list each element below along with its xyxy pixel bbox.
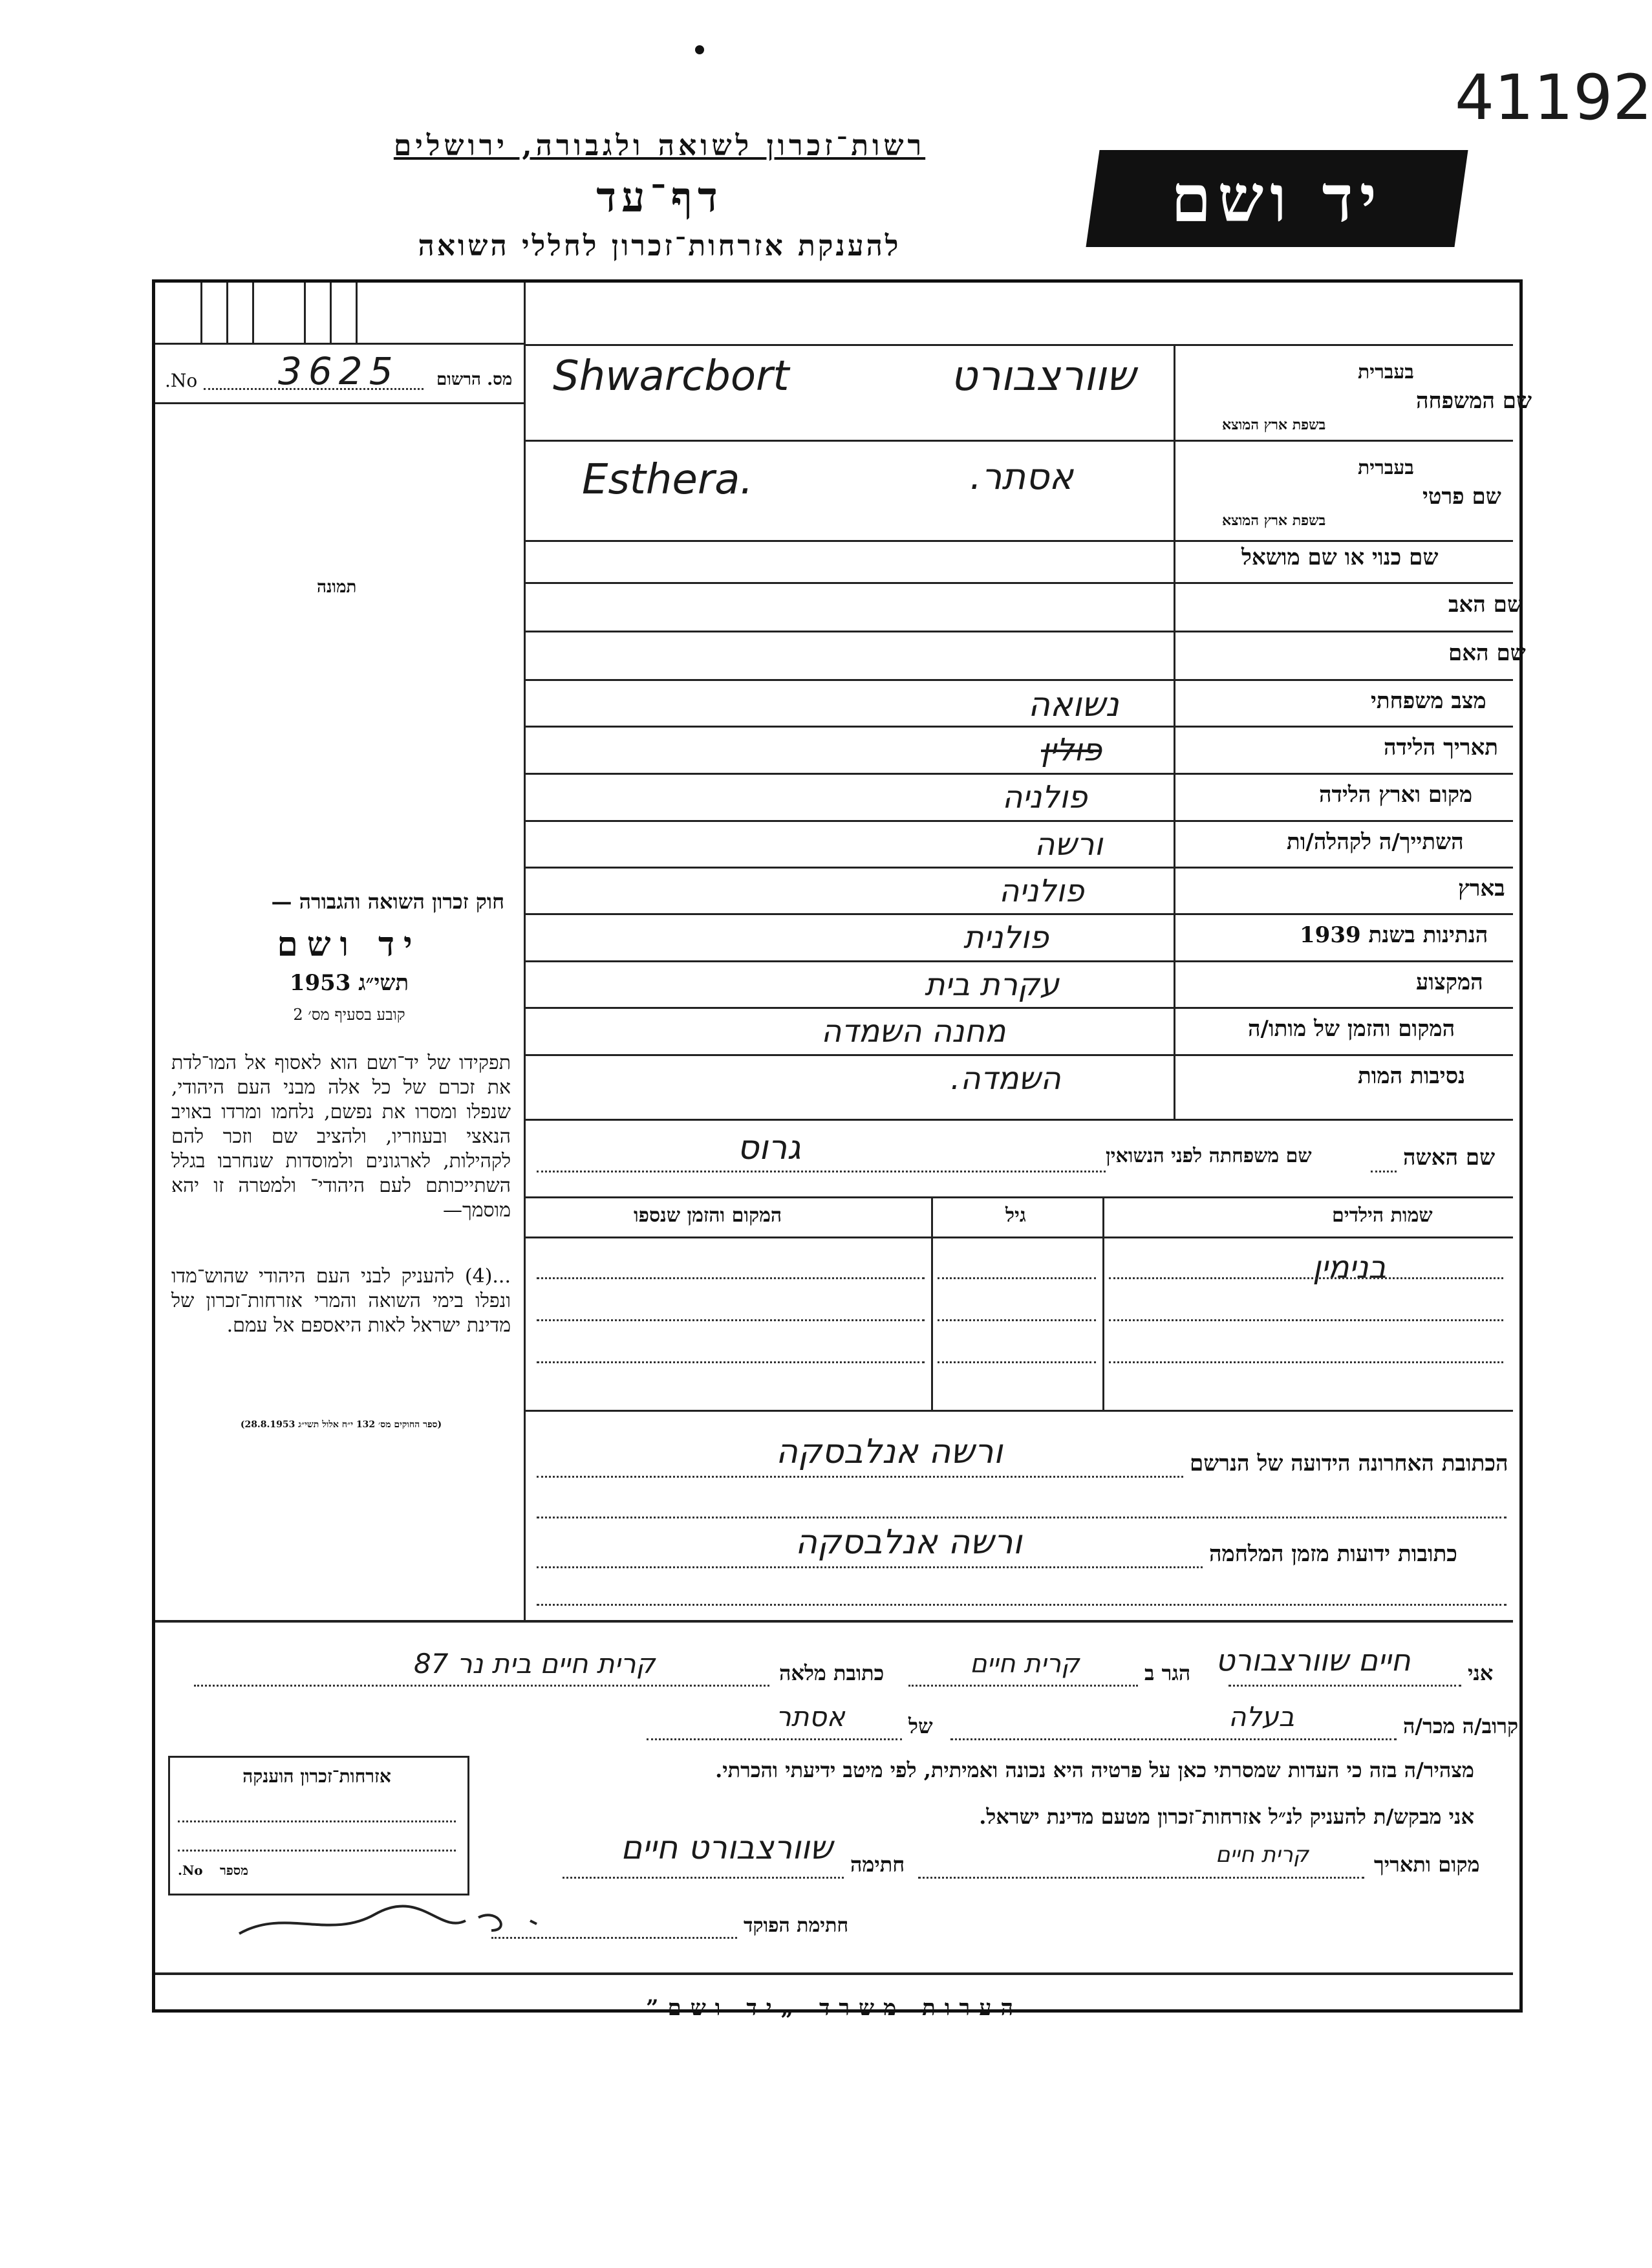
row-line	[524, 1054, 1513, 1056]
marital-status-label: מצב משפחתי	[1371, 688, 1486, 714]
row-line	[524, 1007, 1513, 1009]
strip-box	[304, 283, 306, 344]
family-name-label: שם המשפחה	[1416, 388, 1532, 414]
declarant-line	[1228, 1685, 1461, 1687]
children-row-line	[1109, 1319, 1503, 1321]
office-remarks-title: הערות משרד „יד ושם”	[645, 1995, 1023, 2021]
children-col-divider	[1102, 1196, 1104, 1410]
family-name-hebrew-label: בעברית	[1358, 361, 1414, 383]
row-line	[524, 726, 1513, 728]
row-line	[524, 344, 1513, 346]
row-line	[524, 820, 1513, 822]
child-name-1[interactable]: בנימין	[1313, 1249, 1387, 1286]
archive-number: 41192	[1455, 61, 1652, 134]
row-line	[524, 440, 1513, 442]
death-place-time-label: המקום והזמן של מותו/ה	[1248, 1016, 1455, 1042]
community-label: השתייך/ה לקהלה/ות	[1287, 829, 1464, 855]
children-place-header: המקום והזמן שנספו	[634, 1204, 782, 1227]
form-title: דף־עד	[596, 173, 723, 222]
row-line	[524, 540, 1513, 542]
address-line	[537, 1604, 1507, 1606]
resides-line	[908, 1685, 1138, 1687]
logo-text: יד ושם	[1171, 160, 1383, 237]
form-subtitle: להענקת אזרחות־זכרון לחללי השואה	[418, 230, 901, 263]
children-row-line	[938, 1277, 1096, 1279]
law-year: תשי״ג 1953	[289, 970, 409, 996]
citizenship-box-number-label: מספר	[220, 1863, 248, 1878]
wife-line	[537, 1171, 1106, 1172]
nickname-label: שם כנוי או שם מושאל	[1241, 545, 1439, 570]
death-circumstances-label: נסיבות המות	[1358, 1063, 1466, 1089]
children-row-line	[537, 1361, 925, 1363]
place-date-value[interactable]: קרית חיים	[1216, 1842, 1309, 1868]
request-text: אני מבקש/ת להעניק לנ״ל אזרחות־זכרון מטעם מדינת ישראל.	[979, 1804, 1474, 1829]
birth-date-label: תאריך הלידה	[1384, 735, 1499, 761]
row-line	[524, 960, 1513, 962]
marital-status-value[interactable]: נשואה	[1028, 686, 1119, 724]
children-names-header: שמות הילדים	[1332, 1204, 1433, 1227]
declarant-i-label: אני	[1468, 1661, 1494, 1685]
first-name-hebrew-label: בעברית	[1358, 457, 1414, 479]
wife-label: שם האשה	[1403, 1145, 1496, 1171]
first-name-label: שם פרטי	[1422, 484, 1501, 510]
row-line	[524, 1410, 1513, 1412]
family-name-hebrew-value[interactable]: שוורצבורט	[950, 352, 1136, 400]
full-address-label: כתובת מלאה	[779, 1661, 885, 1685]
remarks-divider	[155, 1972, 1513, 1975]
children-row-line	[1109, 1361, 1503, 1363]
last-address-label: הכתובת האחרונה הידועה של הנרשם	[1190, 1451, 1508, 1476]
strip-box	[200, 283, 202, 344]
wartime-address-value[interactable]: ורשה אנלבסקה	[795, 1523, 1022, 1562]
children-age-header: גיל	[1005, 1204, 1026, 1227]
of-line	[647, 1738, 902, 1740]
registration-number: 3625	[278, 349, 400, 393]
resides-label: הגר ב	[1144, 1661, 1191, 1685]
wife-maiden-value[interactable]: גרוס	[737, 1129, 801, 1167]
children-row-line	[938, 1319, 1096, 1321]
country-label: בארץ	[1458, 876, 1505, 902]
first-name-local-value[interactable]: Esthera.	[582, 456, 753, 504]
signature-value[interactable]: שוורצבורט חיים	[621, 1829, 833, 1866]
country-value[interactable]: פולניה	[999, 873, 1084, 909]
first-name-local-label: בשפת ארץ המוצא	[1222, 512, 1326, 529]
row-line	[524, 1196, 1513, 1198]
address-line	[537, 1566, 1203, 1568]
death-place-time-value[interactable]: מחנה השמדה	[821, 1013, 1006, 1050]
declarant-name-value[interactable]: חיים שוורצבורט	[1216, 1643, 1411, 1678]
resides-value[interactable]: קרית חיים	[970, 1649, 1080, 1679]
children-header-line	[524, 1237, 1513, 1238]
nationality-value[interactable]: פולנית	[963, 920, 1049, 956]
family-name-local-value[interactable]: Shwarcbort	[553, 352, 789, 400]
registration-no-label: No.	[165, 370, 198, 391]
full-address-value[interactable]: קרית חיים בית נר 87	[414, 1648, 656, 1679]
citizenship-box-line	[178, 1820, 456, 1822]
row-line	[524, 679, 1513, 681]
full-address-line	[194, 1685, 769, 1687]
community-value[interactable]: ורשה	[1035, 826, 1103, 863]
address-line	[537, 1476, 1183, 1478]
row-line	[524, 913, 1513, 915]
family-name-local-label: בשפת ארץ המוצא	[1222, 416, 1326, 433]
children-row-line	[537, 1277, 925, 1279]
wartime-address-label: כתובות ידועות מזמן המלחמה	[1209, 1541, 1457, 1567]
wife-maiden-label: שם משפחתה לפני הנשואין	[1106, 1145, 1312, 1167]
label-column-divider	[1174, 344, 1175, 1120]
strip-box	[252, 283, 254, 344]
officer-signature-scribble	[233, 1895, 569, 1947]
nationality-label: הנתינות בשנת 1939	[1300, 922, 1488, 948]
birth-place-label: מקום וארץ הלידה	[1319, 782, 1473, 808]
children-row-line	[1109, 1277, 1503, 1279]
wife-line-2	[1371, 1171, 1397, 1172]
row-line	[524, 1119, 1513, 1121]
signature-line	[563, 1877, 844, 1879]
place-date-line	[918, 1877, 1364, 1879]
birth-place-value[interactable]: פולניה	[1002, 779, 1088, 815]
citizenship-box-no-label: No.	[178, 1863, 203, 1878]
left-column-divider	[524, 283, 526, 1621]
authority-title: רשות־זכרון לשואה ולגבורה, ירושלים	[393, 129, 926, 162]
father-name-label: שם האב	[1448, 592, 1523, 618]
strip-box	[356, 283, 358, 344]
punch-mark	[695, 45, 704, 54]
declaration-text: מצהיר/ה בזה כי העדות שמסרתי כאן על פרטיה היא נכונה ואמיתית, לפי מיטב ידיעתי והכרתי.	[715, 1758, 1474, 1782]
strip-box	[226, 283, 228, 344]
relative-label: קרוב/ה מכר/ה	[1403, 1714, 1519, 1738]
children-col-divider	[931, 1196, 933, 1410]
profession-label: המקצוע	[1416, 969, 1483, 995]
of-label: של	[908, 1714, 933, 1738]
registration-row-line	[155, 402, 524, 404]
law-clause: קובע בסעיף מס׳ 2	[293, 1006, 405, 1024]
row-line	[524, 631, 1513, 632]
first-name-hebrew-value[interactable]: אסתר.	[970, 456, 1073, 498]
death-circumstances-value[interactable]: השמדה.	[950, 1061, 1061, 1097]
birth-date-value[interactable]: פולין	[1041, 732, 1102, 768]
profession-value[interactable]: עקרת בית	[925, 967, 1060, 1003]
children-row-line	[938, 1361, 1096, 1363]
address-line	[537, 1517, 1507, 1518]
children-row-line	[537, 1319, 925, 1321]
last-address-value[interactable]: ורשה אנלבסקה	[776, 1432, 1003, 1471]
law-paragraph-2: ...(4) להעניק לבני העם היהודי שהוש־מדו ונפלו בימי השואה והמרי אזרחות־זכרון של מדינת ישראל לאות היאספם אל עמם.	[171, 1265, 511, 1337]
row-line	[524, 773, 1513, 775]
section-divider	[155, 1620, 1513, 1623]
row-line	[524, 867, 1513, 869]
law-name: יד ושם	[277, 925, 422, 964]
place-date-label: מקום ותאריך	[1374, 1852, 1480, 1877]
strip-box	[330, 283, 332, 344]
of-value[interactable]: אסתר	[776, 1701, 845, 1733]
top-strip-line	[155, 343, 524, 345]
registration-label: מס. הרשום	[436, 370, 513, 389]
row-line	[524, 582, 1513, 584]
relative-value[interactable]: בעלה	[1228, 1701, 1294, 1733]
citizenship-box-title: אזרחות־זכרון הוענקה	[242, 1766, 391, 1787]
law-heading: חוק זכרון השואה והגבורה —	[271, 889, 504, 914]
citizenship-box-line	[178, 1850, 456, 1852]
photo-label: תמונה	[317, 578, 357, 597]
law-paragraph-1: תפקידו של יד־ושם הוא לאסוף אל המו־לדת את זכרם של כל אלה מבני העם היהודי, שנפלו ומסרו את נפשם, נלחמו ומרדו באויב הנאצי ובעוזריו, ולהציב שם וזכר להם לקהילות, לארגונים ולמוסדות שנחרבו בגלל השתייכותם לעם היהודי־ ולמטרה זו יהא מוסמך—	[171, 1052, 511, 1222]
yad-vashem-logo	[1086, 150, 1468, 247]
law-source: (ספר החוקים מס׳ 132 י״ח אלול תשי״ג 28.8.1953)	[240, 1420, 442, 1430]
relative-line	[950, 1738, 1397, 1740]
mother-name-label: שם האם	[1448, 640, 1526, 666]
signature-label: חתימה	[850, 1852, 905, 1877]
officer-signature-label: חתימת הפוקד	[744, 1914, 849, 1937]
